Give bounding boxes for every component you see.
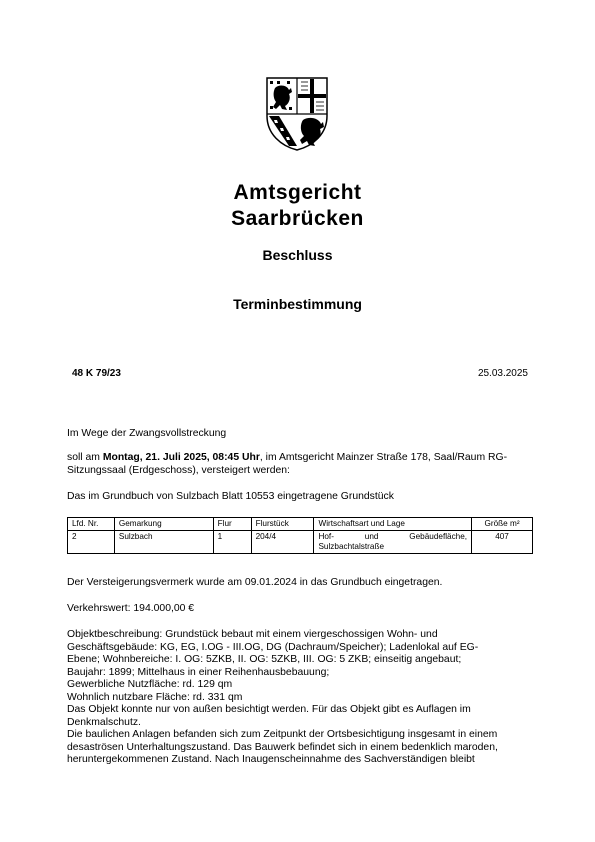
coat-of-arms-icon [265, 76, 329, 152]
cell-lage-line1: Hof- und Gebäudefläche, [318, 532, 468, 541]
col-header-gemarkung: Gemarkung [114, 518, 213, 531]
market-value: Verkehrswert: 194.000,00 € [67, 603, 195, 614]
intro-text: Im Wege der Zwangsvollstreckung [67, 428, 227, 439]
col-header-nr: Lfd. Nr. [68, 518, 115, 531]
appointment-prefix: soll am [67, 452, 103, 463]
appointment-location: , im Amtsgericht Mainzer Straße 178, Saal/Raum RG- [259, 452, 508, 463]
description-line: Geschäftsgebäude: KG, EG, I.OG - III.OG, DG (Dachraum/Speicher); Ladenlokal auf EG- [67, 641, 479, 653]
table-row [68, 531, 533, 554]
col-header-flur: Flur [213, 518, 251, 531]
cell-gemarkung: Sulzbach [114, 531, 213, 554]
case-reference: 48 K 79/23 [72, 368, 121, 379]
land-register-intro: Das im Grundbuch von Sulzbach Blatt 10553 eingetragene Grundstück [67, 491, 394, 502]
description-line: Ebene; Wohnbereiche: I. OG: 5ZKB, II. OG: 5ZKB, III. OG: 5 ZKB; einseitig angebaut; [67, 654, 462, 665]
table-header-row [68, 518, 533, 531]
document-date: 25.03.2025 [477, 368, 528, 379]
description-line: desaströsen Unterhaltungszustand. Das Bauwerk befindet sich in einem bedenklich maroden, [67, 741, 498, 753]
description-line: Wohnlich nutzbare Fläche: rd. 331 qm [67, 691, 243, 703]
description-line: Objektbeschreibung: Grundstück bebaut mit einem viergeschossigen Wohn- und [67, 629, 438, 640]
object-description [67, 629, 533, 767]
appointment-location-line2: Sitzungssaal (Erdgeschoss), versteigert werden: [67, 464, 290, 476]
court-name-line2: Saarbrücken [231, 207, 364, 230]
cell-flurstueck: 204/4 [251, 531, 314, 554]
property-table [67, 517, 533, 554]
col-header-lage: Wirtschaftsart und Lage [314, 518, 472, 531]
cell-flur: 1 [213, 531, 251, 554]
col-header-groesse: Größe m² [472, 518, 533, 531]
cell-nr: 2 [68, 531, 115, 554]
description-line: Gewerbliche Nutzfläche: rd. 129 qm [67, 679, 233, 690]
description-line: Die baulichen Anlagen befanden sich zum Zeitpunkt der Ortsbesichtigung insgesamt in einem [67, 729, 498, 740]
document-subject: Terminbestimmung [233, 296, 362, 312]
registration-note: Der Versteigerungsvermerk wurde am 09.01.2024 in das Grundbuch eingetragen. [67, 577, 443, 588]
description-line: Denkmalschutz. [67, 716, 141, 728]
cell-lage [314, 531, 472, 554]
col-header-flurstueck: Flurstück [251, 518, 314, 531]
appointment-paragraph [67, 452, 529, 477]
appointment-datetime: Montag, 21. Juli 2025, 08:45 Uhr [102, 452, 260, 463]
description-line: Das Objekt konnte nur von außen besichtigt werden. Für das Objekt gibt es Auflagen im [67, 704, 471, 715]
document-type: Beschluss [262, 247, 333, 263]
cell-lage-line2: Sulzbachtalstraße [318, 542, 385, 551]
court-name-line1: Amtsgericht [233, 181, 362, 204]
description-line: Baujahr: 1899; Mittelhaus in einer Reihenhausbebauung; [67, 666, 330, 678]
cell-groesse: 407 [472, 531, 533, 554]
description-line: heruntergekommenen Zustand. Nach Inaugenscheinnahme des Sachverständigen bleibt [67, 754, 475, 765]
